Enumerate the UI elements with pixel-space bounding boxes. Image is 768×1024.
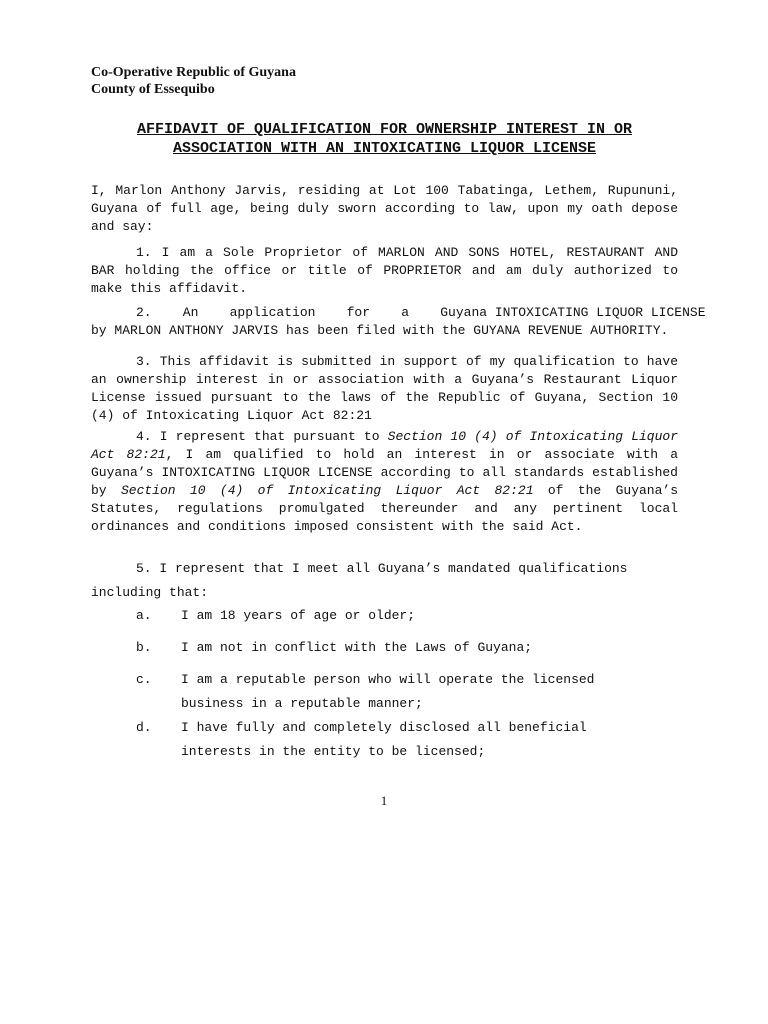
list-item-letter: a. bbox=[136, 608, 152, 623]
intro-paragraph: I, Marlon Anthony Jarvis, residing at Lot 100 Tabatinga, Lethem, Rupununi, Guyana of full age, being duly sworn according to law, upon my oath depose and say: bbox=[91, 183, 678, 234]
header-county: County of Essequibo bbox=[91, 82, 215, 97]
page-number: 1 bbox=[380, 793, 388, 808]
list-item-line-2: interests in the entity to be licensed; bbox=[181, 744, 486, 759]
list-item-text bbox=[181, 668, 678, 716]
list-item-text: I am not in conflict with the Laws of Guyana; bbox=[181, 640, 533, 655]
title-line-2: ASSOCIATION WITH AN INTOXICATING LIQUOR LICENSE bbox=[172, 140, 597, 157]
paragraph-1: 1. I am a Sole Proprietor of MARLON AND SONS HOTEL, RESTAURANT AND BAR holding the office or title of PROPRIETOR and am duly authorized to make this affidavit. bbox=[91, 245, 678, 296]
paragraph-2-line-1: 2. An application for a Guyana INTOXICATING LIQUOR LICENSE bbox=[136, 305, 706, 320]
list-item bbox=[91, 668, 678, 716]
list-item-letter: d. bbox=[136, 720, 152, 735]
paragraph-2-rest: by MARLON ANTHONY JARVIS has been filed with the GUYANA REVENUE AUTHORITY. bbox=[91, 323, 669, 338]
list-item-letter: b. bbox=[136, 640, 152, 655]
paragraph-5 bbox=[91, 557, 678, 605]
paragraph-4-part-e: of the Guyana’s Statutes, regulations promulgated thereunder and any pertinent local ordinances and conditions imposed consistent with the said Act. bbox=[91, 483, 678, 534]
paragraph-4-part-c: , I am qualified to hold an interest in or associate with a Guyana’s INTOXICATING LIQUOR LICENSE according to all standards established by bbox=[91, 447, 678, 498]
title-line-1: AFFIDAVIT OF QUALIFICATION FOR OWNERSHIP INTEREST IN OR bbox=[136, 121, 633, 138]
list-item-line-1: I have fully and completely disclosed all beneficial bbox=[181, 720, 587, 735]
list-item-text bbox=[181, 716, 678, 764]
list-item bbox=[91, 716, 678, 764]
header-country: Co-Operative Republic of Guyana bbox=[91, 65, 296, 80]
paragraph-4-part-a: 4. I represent that pursuant to bbox=[136, 429, 388, 444]
list-item-letter: c. bbox=[136, 672, 152, 687]
list-item-text: I am 18 years of age or older; bbox=[181, 608, 416, 623]
list-item-line-2: business in a reputable manner; bbox=[181, 696, 423, 711]
paragraph-4 bbox=[91, 428, 678, 536]
paragraph-5-line-2: including that: bbox=[91, 585, 209, 600]
statute-citation-1: Section 10 (4) of Intoxicating Liquor Act 82:21 bbox=[91, 429, 679, 462]
document-title bbox=[91, 120, 678, 158]
paragraph-3: 3. This affidavit is submitted in support of my qualification to have an ownership interest in or association with a Guyana’s Restaurant Liquor License issued pursuant to the laws of the Republic of Guyana, Section 10 (4) of Intoxicating Liquor Act 82:21 bbox=[91, 354, 678, 423]
jurisdiction-header bbox=[91, 64, 296, 98]
statute-citation-2: Section 10 (4) of Intoxicating Liquor Act 82:21 bbox=[120, 483, 534, 498]
list-item-line-1: I am a reputable person who will operate the licensed bbox=[181, 672, 595, 687]
paragraph-5-line-1: 5. I represent that I meet all Guyana’s mandated qualifications bbox=[136, 561, 628, 576]
paragraph-2 bbox=[91, 304, 706, 340]
